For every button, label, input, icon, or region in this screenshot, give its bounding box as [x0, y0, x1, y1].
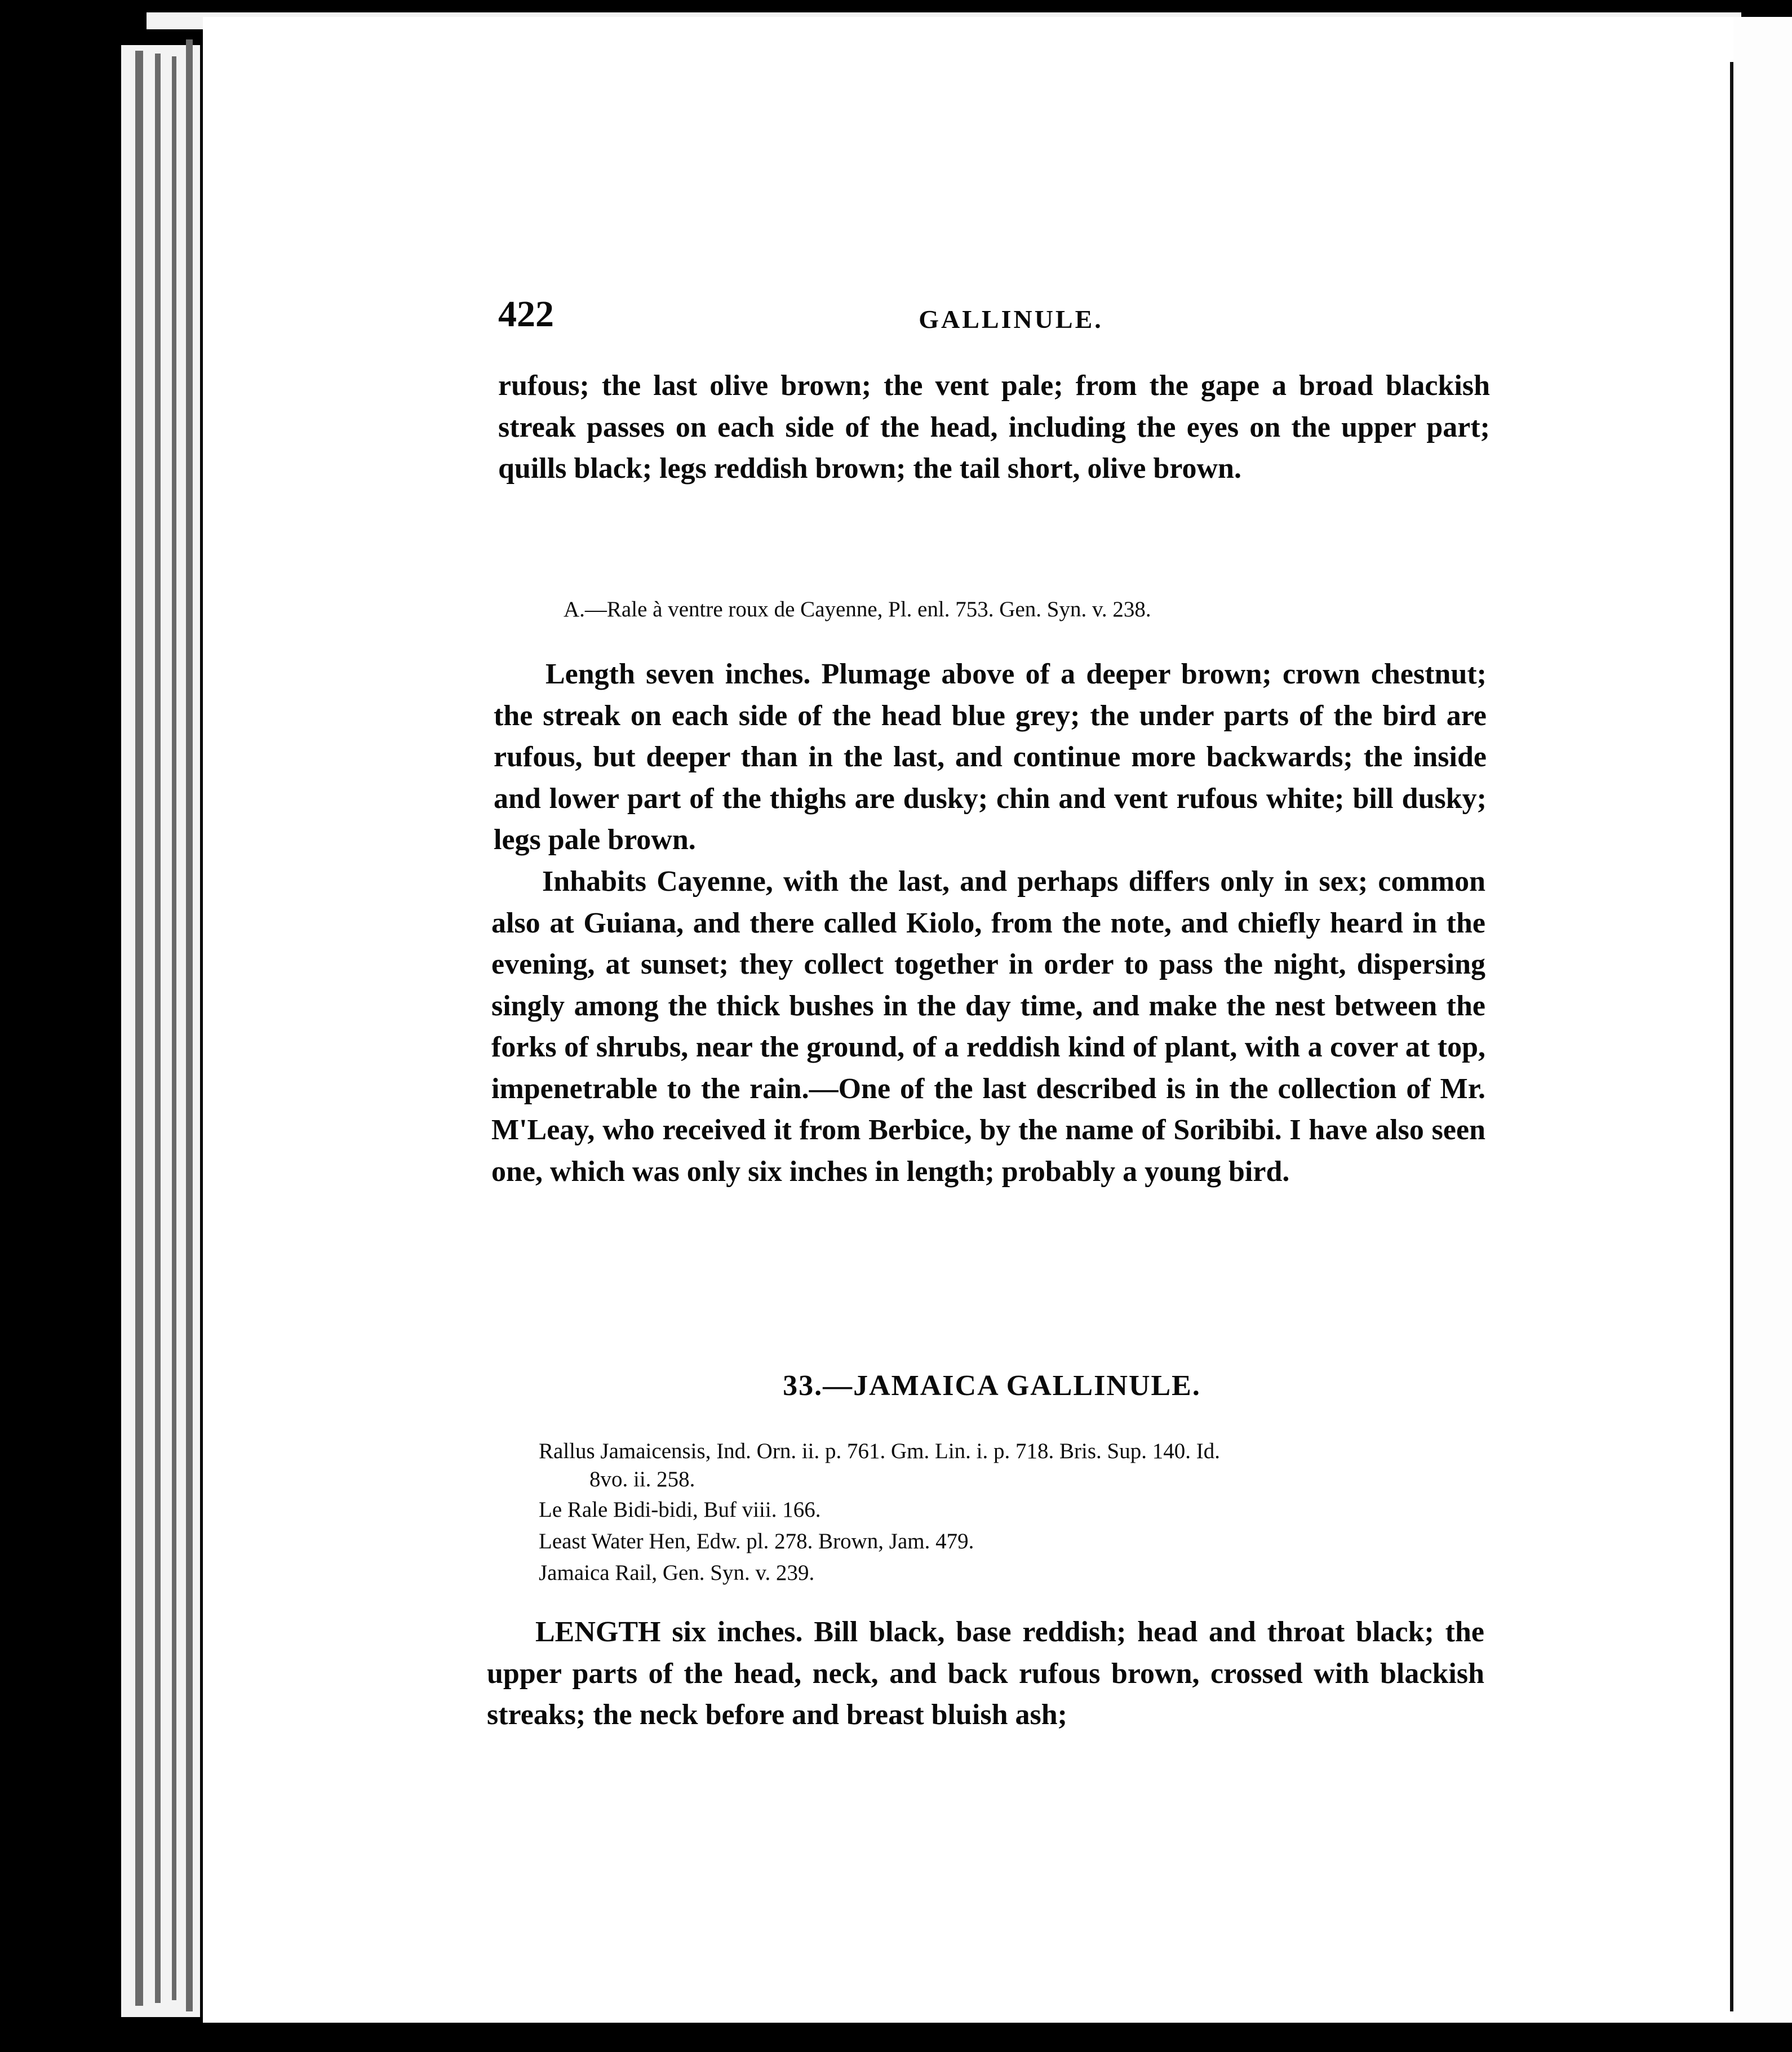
page-edge-shadow — [172, 56, 176, 2000]
page-number: 422 — [498, 294, 554, 335]
synonym-line: Least Water Hen, Edw. pl. 278. Brown, Jam. 479. — [539, 1529, 974, 1553]
page-edge-shadow — [135, 51, 143, 2006]
species-description: LENGTH six inches. Bill black, base reddish; head and throat black; the upper parts of the head, neck, and back rufous brown, crossed with blackish streaks; the neck before and breast bluish ash; — [487, 1616, 1484, 1731]
section-title: 33.—JAMAICA GALLINULE. — [783, 1370, 1201, 1402]
page-edge-shadow — [186, 39, 193, 2011]
running-head — [498, 293, 1490, 349]
page-edge-shadow — [155, 54, 161, 2003]
variety-reference: A.—Rale à ventre roux de Cayenne, Pl. enl. 753. Gen. Syn. v. 238. — [564, 597, 1151, 621]
facing-page-edge — [1733, 17, 1792, 2023]
synonym-line: Jamaica Rail, Gen. Syn. v. 239. — [539, 1561, 815, 1585]
synonym-line: Rallus Jamaicensis, Ind. Orn. ii. p. 761. Gm. Lin. i. p. 718. Bris. Sup. 140. Id. — [539, 1439, 1220, 1463]
synonym-line: Le Rale Bidi-bidi, Buf viii. 166. — [539, 1498, 821, 1522]
synonym-line: 8vo. ii. 258. — [589, 1467, 695, 1491]
continuation-paragraph: rufous; the last olive brown; the vent pale; from the gape a broad blackish streak passes on each side of the head, including the eyes on the upper part; quills black; legs reddish brown; the tail short, olive brown. — [498, 370, 1490, 485]
habitat-paragraph: Inhabits Cayenne, with the last, and perhaps differs only in sex; common also at Guiana, and there called Kiolo, from the note, and chiefly heard in the evening, at sunset; they collect together in order to pass the night, dispersing singly among the thick bushes in the day time, and make the nest between the forks of shrubs, near the ground, of a reddish kind of plant, with a cover at top, impenetrable to the rain.—One of the last described is in the collection of Mr. M'Leay, who received it from Berbice, by the name of Soribibi. I have also seen one, which was only six inches in length; probably a young bird. — [491, 865, 1485, 1188]
gutter-line — [1730, 62, 1733, 2011]
variety-description: Length seven inches. Plumage above of a deeper brown; crown chestnut; the streak on each side of the head blue grey; the under parts of the bird are rufous, but deeper than in the last, and continue more backwards; the inside and lower part of the thighs are dusky; chin and vent rufous white; bill dusky; legs pale brown. — [494, 658, 1487, 856]
header-title: GALLINULE. — [919, 305, 1103, 334]
